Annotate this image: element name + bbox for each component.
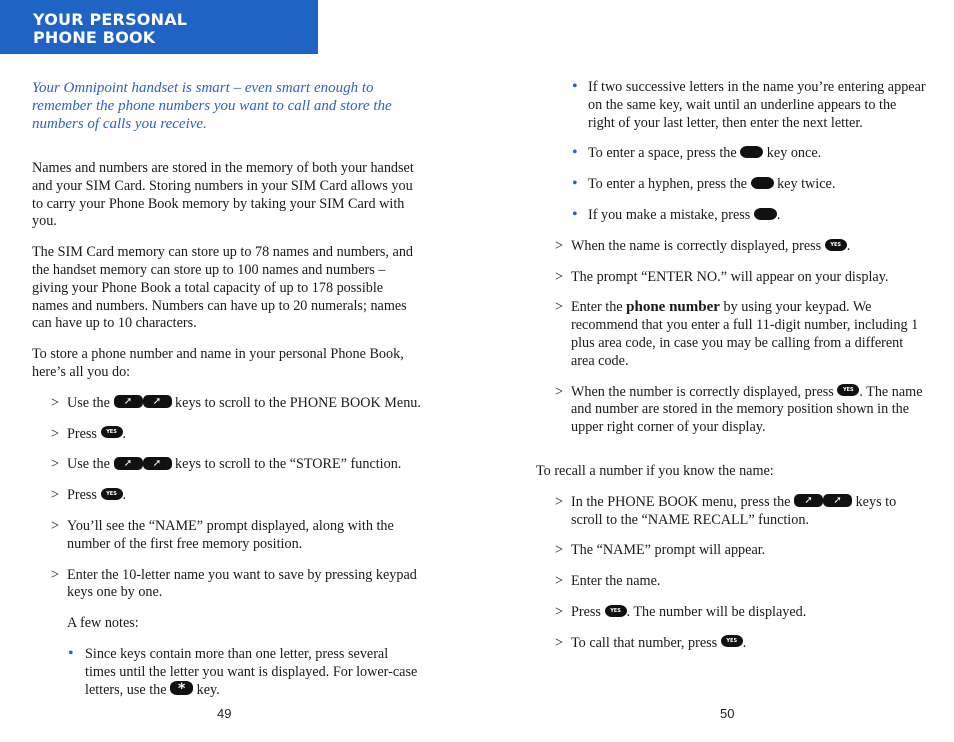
step-name-displayed: > When the name is correctly displayed, press YES . <box>555 237 851 254</box>
bullet-icon: • <box>68 644 74 662</box>
yes-key-icon: YES <box>825 239 847 251</box>
bullet-icon: • <box>572 78 578 95</box>
step-enter-name: > Enter the 10-letter name you want to save by pressing keypad keys one by one. <box>51 566 417 601</box>
step-marker: > <box>51 394 60 411</box>
page-number-left: 49 <box>217 706 232 721</box>
left-arrow-key-icon: ➚ <box>114 457 143 470</box>
step-marker: > <box>555 299 564 316</box>
step-press-yes: > Press YES . <box>51 425 127 442</box>
step-marker: > <box>51 456 60 473</box>
yes-key-icon: YES <box>101 426 123 438</box>
step-name-prompt: > You’ll see the “NAME” prompt displayed, along with the number of the first free memory position. <box>51 517 394 552</box>
step-marker: > <box>555 603 564 620</box>
step-scroll-store: > Use the ➚ ➚ keys to scroll to the “STORE” function. <box>51 456 402 473</box>
step-marker: > <box>555 634 564 651</box>
bullet-icon: • <box>572 144 578 162</box>
note-space: • To enter a space, press the key once. <box>572 144 822 162</box>
section-title-line2: PHONE BOOK <box>33 28 156 47</box>
step-number-displayed: > When the number is correctly displayed, press YES . The name and number are stored in the memory position shown in the upper right corner of your display. <box>555 383 923 436</box>
note-lowercase: • Since keys contain more than one letter, press several times until the letter you want is displayed. For lower-case letters, use the * key. <box>68 644 418 698</box>
note-mistake: • If you make a mistake, press . <box>572 205 781 223</box>
left-page <box>32 79 422 712</box>
step-marker: > <box>555 383 564 400</box>
paragraph-capacity: The SIM Card memory can store up to 78 names and numbers, and the handset memory can store up to 100 names and numbers – giving your Phone Book a total capacity of up to 178 possible names and numbers. Numbers can have up to 20 numerals; names can have up to 10 characters. <box>32 244 414 332</box>
step-scroll-name-recall: > In the PHONE BOOK menu, press the ➚ ➚ keys to scroll to the “NAME RECALL” function. <box>555 493 897 528</box>
section-title-line1: YOUR PERSONAL <box>33 10 188 29</box>
left-arrow-key-icon: ➚ <box>114 395 143 408</box>
yes-key-icon: YES <box>837 384 859 396</box>
step-enter-no-prompt: > The prompt “ENTER NO.” will appear on your display. <box>555 268 889 285</box>
step-marker: > <box>555 268 564 285</box>
step-marker: > <box>555 493 564 510</box>
right-page <box>536 79 926 666</box>
step-enter-number: > Enter the phone number by using your keypad. We recommend that you enter a full 11-digit number, including 1 plus area code, in case you may be calling from a different area code. <box>555 299 919 369</box>
hyphen-key-icon <box>751 177 774 189</box>
paragraph-how-to: To store a phone number and name in your personal Phone Book, here’s all you do: <box>32 346 404 380</box>
yes-key-icon: YES <box>101 488 123 500</box>
section-title <box>33 11 187 47</box>
step-marker: > <box>555 573 564 590</box>
step-marker: > <box>51 566 60 583</box>
step-call-number: > To call that number, press YES . <box>555 634 747 651</box>
step-enter-the-name: > Enter the name. <box>555 573 661 590</box>
yes-key-icon: YES <box>605 605 627 617</box>
star-key-icon: * <box>170 681 193 695</box>
yes-key-icon: YES <box>721 635 743 647</box>
step-press-yes-2: > Press YES . <box>51 487 127 504</box>
step-marker: > <box>555 237 564 254</box>
space-key-icon <box>740 146 763 158</box>
bullet-icon: • <box>572 175 578 193</box>
step-press-yes-recall: > Press YES . The number will be displayed. <box>555 603 807 620</box>
step-marker: > <box>51 425 60 442</box>
notes-heading: A few notes: <box>67 615 139 632</box>
step-marker: > <box>51 487 60 504</box>
note-successive-letters: • If two successive letters in the name you’re entering appear on the same key, wait until an underline appears to the right of your last letter, then enter the next letter. <box>572 78 926 131</box>
step-marker: > <box>51 517 60 534</box>
phone-number-emphasis: phone number <box>626 299 720 316</box>
bullet-icon: • <box>572 205 578 223</box>
step-marker: > <box>555 542 564 559</box>
section-header <box>0 0 318 54</box>
step-name-prompt-appears: > The “NAME” prompt will appear. <box>555 542 766 559</box>
recall-heading: To recall a number if you know the name: <box>536 462 774 479</box>
right-arrow-key-icon: ➚ <box>823 494 852 507</box>
right-arrow-key-icon: ➚ <box>143 395 172 408</box>
clear-key-icon <box>754 208 777 220</box>
right-arrow-key-icon: ➚ <box>143 457 172 470</box>
paragraph-storage: Names and numbers are stored in the memory of both your handset and your SIM Card. Storing numbers in your SIM Card allows you to carry your Phone Book memory by taking your SIM Card with you. <box>32 160 414 230</box>
step-scroll-phonebook: > Use the ➚ ➚ keys to scroll to the PHONE BOOK Menu. <box>51 394 421 411</box>
intro-text: Your Omnipoint handset is smart – even smart enough to remember the phone numbers you want to call and store the numbers of calls you receive. <box>32 80 392 132</box>
left-arrow-key-icon: ➚ <box>794 494 823 507</box>
note-hyphen: • To enter a hyphen, press the key twice. <box>572 175 836 193</box>
page-number-right: 50 <box>720 706 735 721</box>
